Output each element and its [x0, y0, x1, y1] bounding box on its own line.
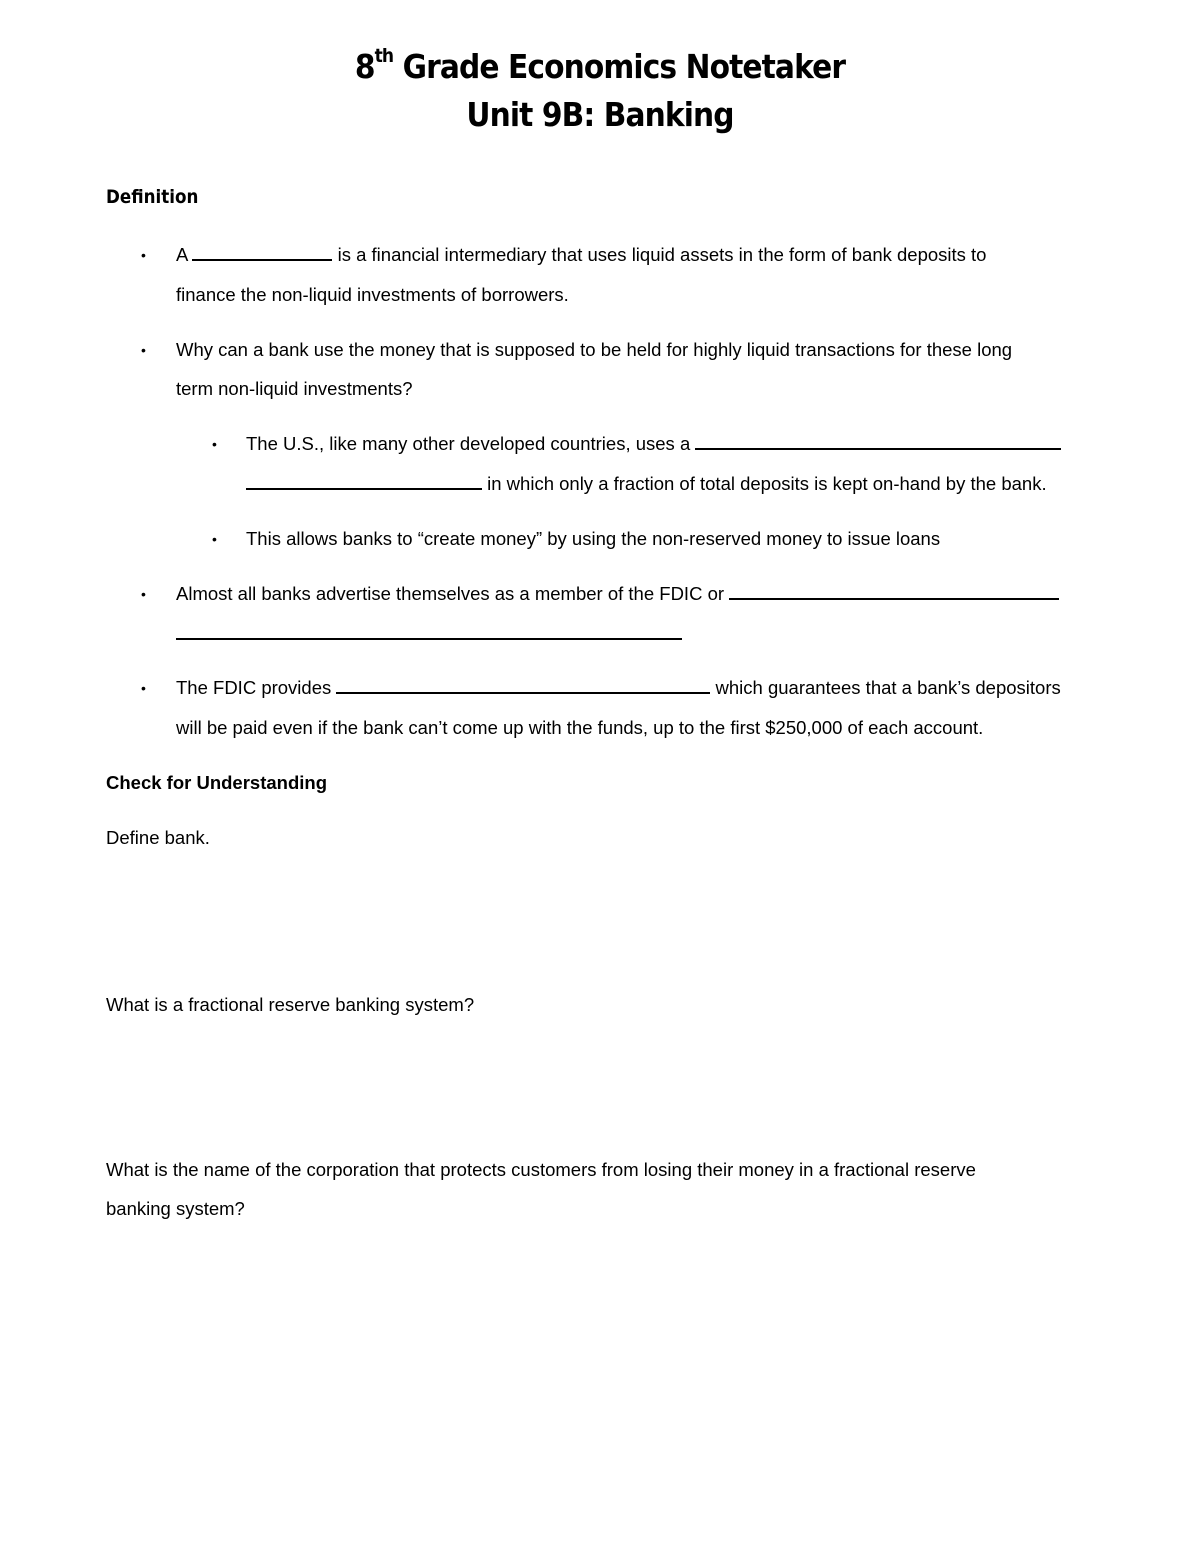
question-1: Define bank. [106, 827, 210, 848]
bullet-4-line-1 [176, 676, 1061, 700]
bullet-1-prefix: A [176, 244, 188, 265]
bullet-2-line-1: Why can a bank use the money that is supposed to be held for highly liquid transactions for these long [176, 339, 1013, 360]
bullet-1-suffix: is a financial intermediary that uses liquid assets in the form of bank deposits to [337, 244, 987, 265]
bullet-marker: • [141, 247, 146, 263]
bullet-4-prefix: The FDIC provides [176, 677, 332, 698]
blank-fdic-name-2[interactable] [176, 622, 682, 640]
bullet-4-suffix: which guarantees that a bank’s depositors [715, 677, 1061, 698]
bullet-1-line-1 [176, 243, 986, 267]
bullet-marker: • [212, 436, 217, 452]
bullet-2a-prefix: The U.S., like many other developed countries, uses a [246, 433, 691, 454]
blank-fractional-reserve-1[interactable] [695, 432, 1061, 450]
definition-heading: Definition [106, 186, 199, 208]
bullet-4-line-2: will be paid even if the bank can’t come up with the funds, up to the first $250,000 of each account. [176, 717, 984, 738]
question-3-line-2: banking system? [106, 1198, 245, 1219]
check-heading: Check for Understanding [106, 772, 327, 793]
blank-deposit-insurance[interactable] [336, 676, 710, 694]
bullet-2a-line-1 [246, 432, 1061, 456]
bullet-marker: • [141, 680, 146, 696]
page-title [60, 47, 1140, 87]
bullet-3-line-1 [176, 582, 1059, 606]
bullet-3-prefix: Almost all banks advertise themselves as a member of the FDIC or [176, 583, 725, 604]
title-text: Grade Economics Notetaker [393, 47, 846, 86]
grade-superscript: th [374, 45, 394, 67]
blank-bank[interactable] [192, 243, 332, 261]
bullet-2a-line-2 [246, 472, 1047, 496]
blank-fdic-name-1[interactable] [729, 582, 1059, 600]
question-2: What is a fractional reserve banking system? [106, 994, 475, 1015]
page-subtitle: Unit 9B: Banking [466, 95, 734, 134]
bullet-2-line-2: term non-liquid investments? [176, 378, 413, 399]
bullet-1-line-2: finance the non-liquid investments of borrowers. [176, 284, 569, 305]
grade-number: 8 [354, 47, 375, 86]
bullet-2b-line: This allows banks to “create money” by using the non-reserved money to issue loans [246, 528, 941, 549]
blank-fractional-reserve-2[interactable] [246, 472, 482, 490]
bullet-2a-suffix: in which only a fraction of total deposits is kept on-hand by the bank. [487, 473, 1047, 494]
bullet-marker: • [141, 586, 146, 602]
question-3-line-1: What is the name of the corporation that protects customers from losing their money in a fractional reserve [106, 1159, 976, 1180]
bullet-marker: • [141, 342, 146, 358]
bullet-3-line-2 [176, 622, 682, 646]
bullet-marker: • [212, 531, 217, 547]
